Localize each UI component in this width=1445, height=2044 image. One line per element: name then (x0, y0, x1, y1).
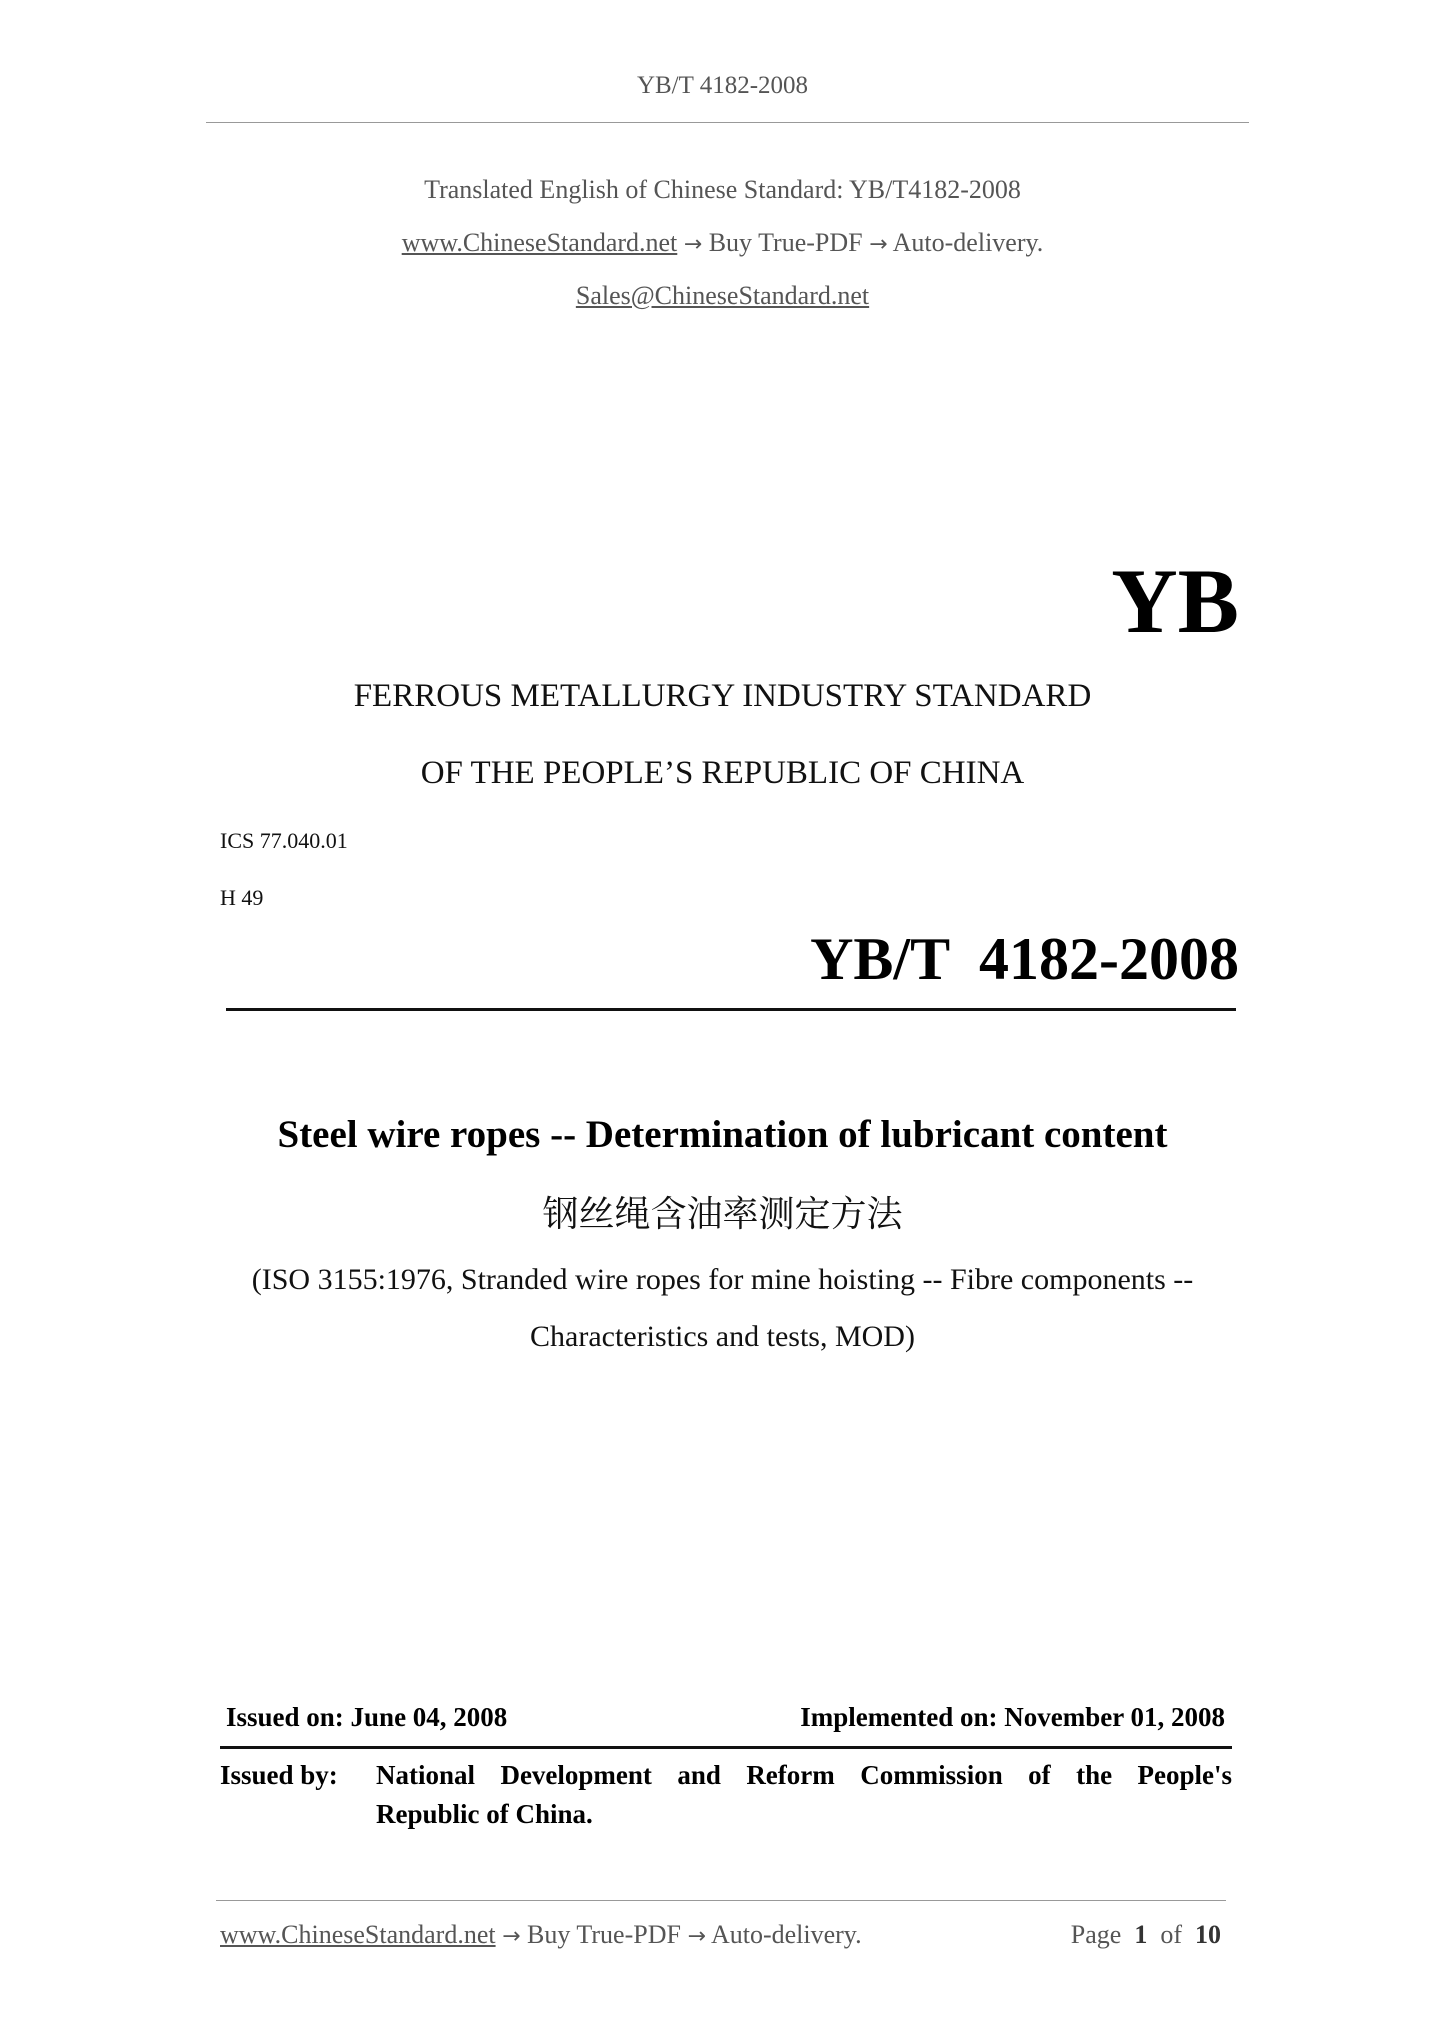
promo-line (0, 228, 1445, 258)
code-rule (226, 1008, 1236, 1011)
running-header: YB/T 4182-2008 (636, 72, 809, 99)
footer-buy-text: Buy True-PDF (527, 1920, 681, 1949)
site-link[interactable]: www.ChineseStandard.net (401, 228, 678, 257)
issued-by-label: Issued by: (220, 1760, 338, 1790)
page-current: 1 (1134, 1920, 1148, 1949)
translated-line: Translated English of Chinese Standard: YB/T4182-2008 (424, 175, 1021, 204)
auto-delivery-text: Auto-delivery. (892, 228, 1044, 257)
sales-line (0, 281, 1445, 311)
industry-line-2: OF THE PEOPLE’S REPUBLIC OF CHINA (420, 755, 1025, 791)
ics-code: ICS 77.040.01 (220, 828, 348, 853)
arrow-right-icon: → (683, 232, 703, 257)
issuer-line-2: Republic of China. (376, 1799, 593, 1829)
buy-true-pdf-text: Buy True-PDF (708, 228, 863, 257)
issuer-line-1: National Development and Reform Commission of the People's (376, 1760, 1232, 1790)
arrow-right-icon: → (502, 1924, 521, 1949)
industry-line-1: FERROUS METALLURGY INDUSTRY STANDARD (353, 678, 1092, 714)
header-rule (206, 122, 1249, 123)
footer-site-link[interactable]: www.ChineseStandard.net (220, 1920, 496, 1949)
footer-auto-text: Auto-delivery. (710, 1920, 862, 1949)
title-chinese: 钢丝绳含油率测定方法 (542, 1194, 903, 1235)
issued-on-date: Issued on: June 04, 2008 (226, 1702, 508, 1732)
implemented-on-date: Implemented on: November 01, 2008 (800, 1702, 1225, 1732)
iso-reference-line-1: (ISO 3155:1976, Stranded wire ropes for mine hoisting -- Fibre components -- (251, 1263, 1194, 1296)
yb-logo: YB (1111, 550, 1239, 652)
page-indicator (1071, 1920, 1221, 1950)
page-total: 10 (1195, 1920, 1221, 1949)
sales-email-link[interactable]: Sales@ChineseStandard.net (575, 281, 870, 310)
ccs-code: H 49 (220, 885, 264, 910)
title-english: Steel wire ropes -- Determination of lubricant content (277, 1113, 1168, 1156)
page-word: Page (1070, 1920, 1122, 1949)
standard-code: YB/T 4182-2008 (810, 926, 1239, 992)
footer-rule (216, 1900, 1226, 1901)
iso-reference-line-2: Characteristics and tests, MOD) (530, 1320, 915, 1353)
arrow-right-icon: → (869, 232, 888, 257)
footer-promo (220, 1920, 862, 1950)
dates-rule (220, 1746, 1232, 1749)
of-word: of (1160, 1920, 1182, 1949)
arrow-right-icon: → (687, 1924, 706, 1949)
